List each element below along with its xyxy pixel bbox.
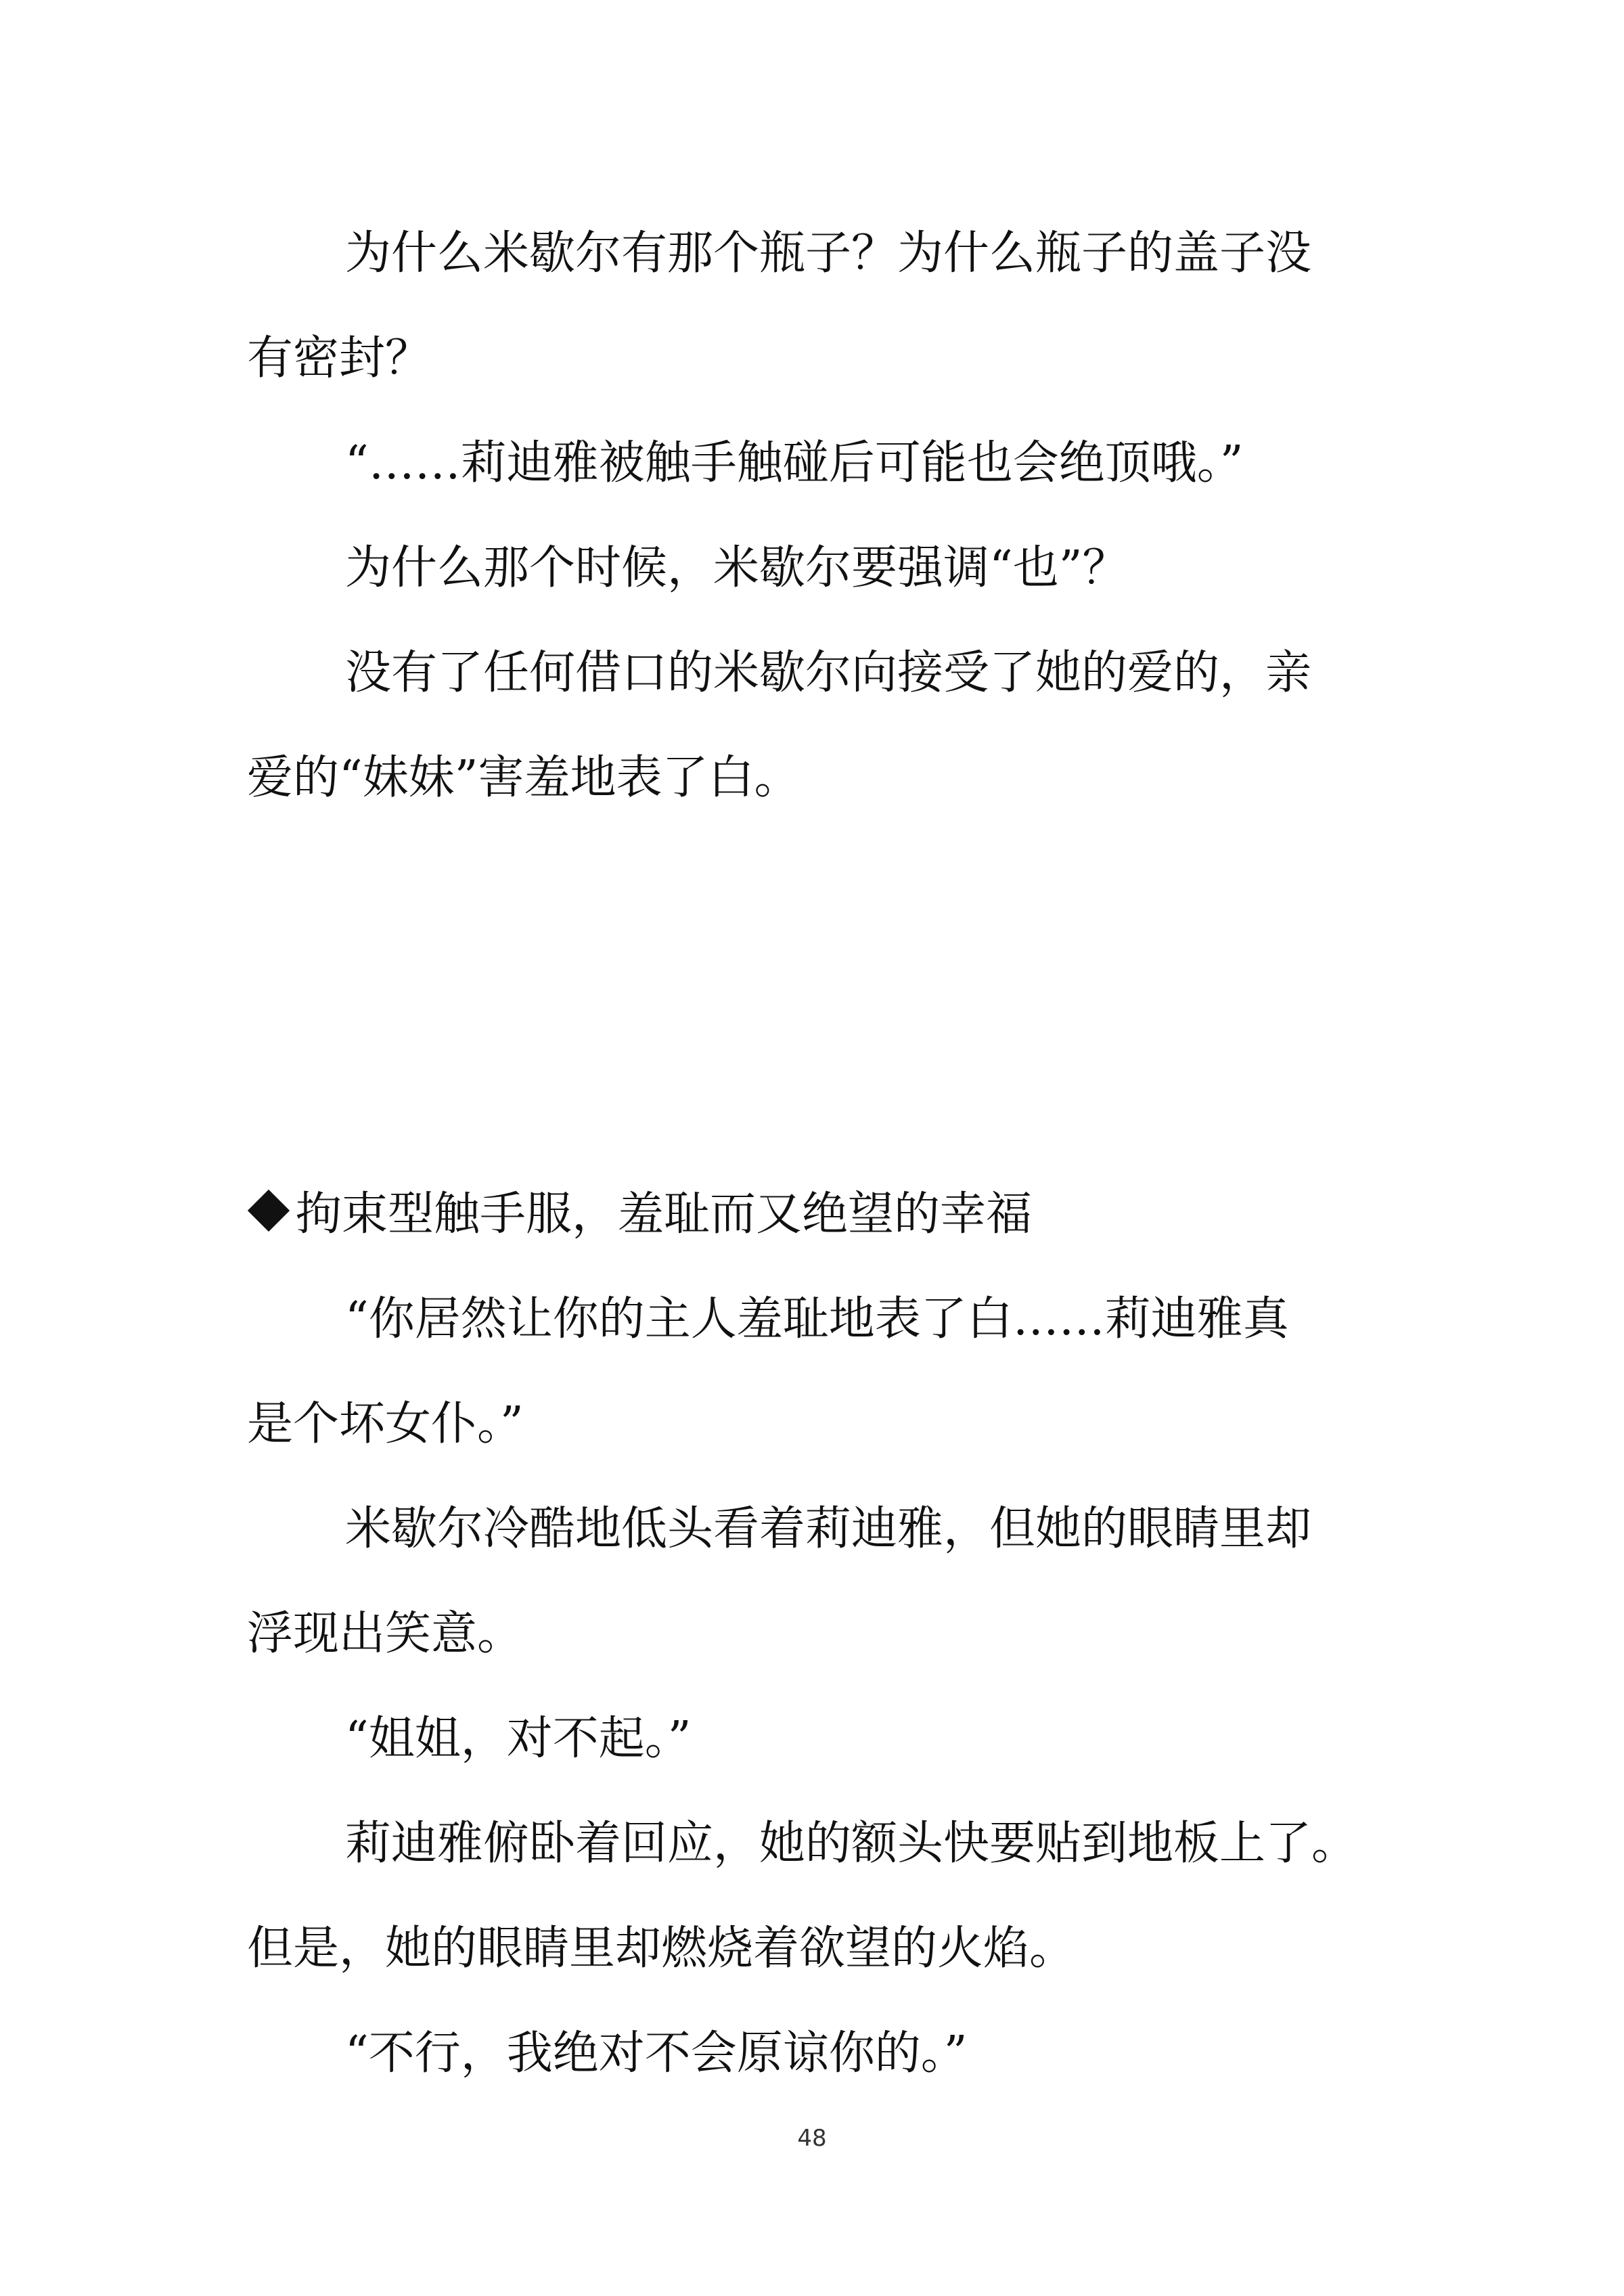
section-line-4: 浮现出笑意。 xyxy=(247,1607,524,1661)
section-line-1: “你居然让你的主人羞耻地表了白……莉迪雅真 xyxy=(345,1292,1289,1346)
page-number: 48 xyxy=(797,2125,827,2152)
paragraph-line-6: 爱的“妹妹”害羞地表了白。 xyxy=(247,751,800,805)
paragraph-line-4: 为什么那个时候，米歇尔要强调“也”？ xyxy=(345,541,1129,595)
diamond-bullet-icon xyxy=(248,1190,290,1232)
section-line-8: “不行，我绝对不会原谅你的。” xyxy=(345,2027,968,2080)
section-heading-text: 拘束型触手服，羞耻而又绝望的幸福 xyxy=(296,1188,1033,1241)
section-line-6: 莉迪雅俯卧着回应，她的额头快要贴到地板上了。 xyxy=(345,1817,1358,1870)
paragraph-line-2: 有密封？ xyxy=(247,332,432,385)
paragraph-line-5: 没有了任何借口的米歇尔向接受了她的爱的，亲 xyxy=(345,646,1312,700)
section-line-5: “姐姐，对不起。” xyxy=(345,1712,692,1765)
section-heading xyxy=(247,1184,1032,1245)
paragraph-line-1: 为什么米歇尔有那个瓶子？为什么瓶子的盖子没 xyxy=(345,227,1312,280)
section-line-2: 是个坏女仆。” xyxy=(247,1397,524,1451)
section-line-7: 但是，她的眼睛里却燃烧着欲望的火焰。 xyxy=(247,1922,1076,1975)
paragraph-line-3: “……莉迪雅被触手触碰后可能也会绝顶哦。” xyxy=(345,436,1244,490)
section-line-3: 米歇尔冷酷地低头看着莉迪雅，但她的眼睛里却 xyxy=(345,1502,1312,1556)
